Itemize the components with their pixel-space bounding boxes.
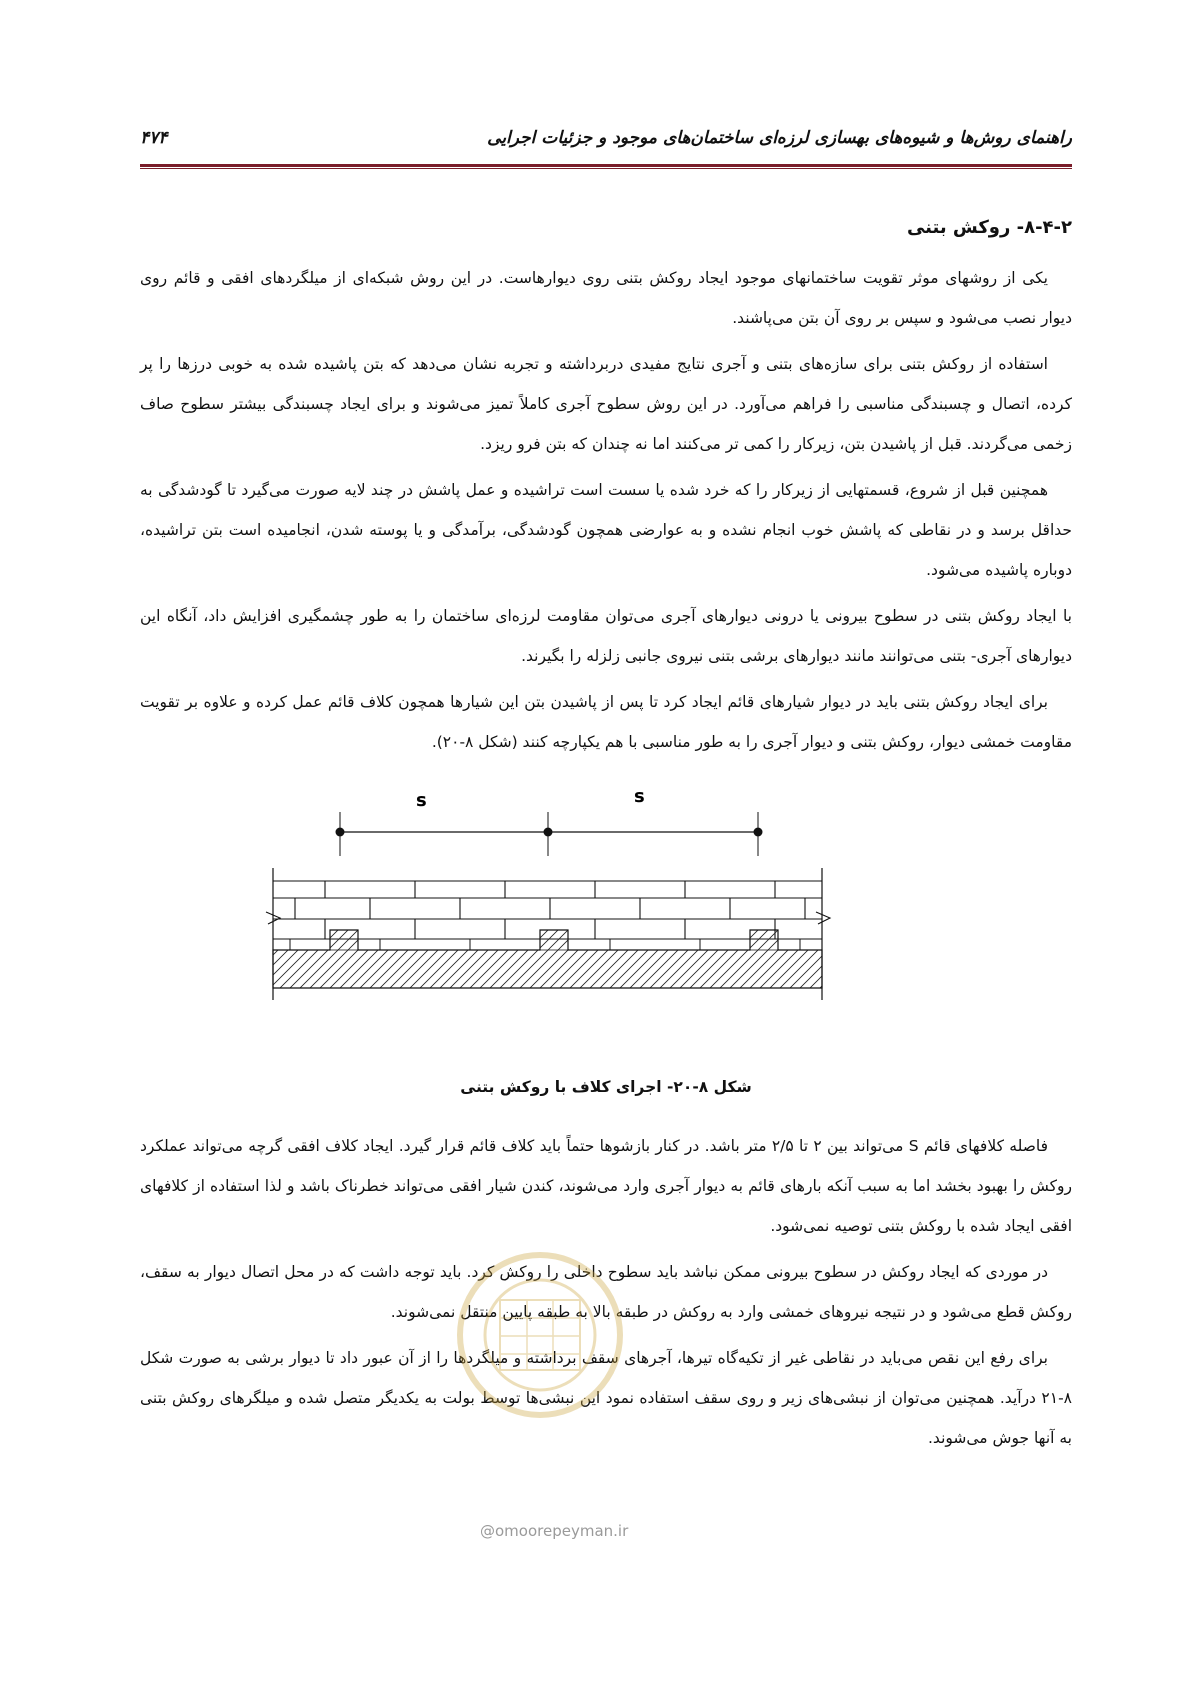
dimension-dot-1 [336, 828, 345, 837]
paragraph-3: همچنین قبل از شروع، قسمتهایی از زیرکار را که خرد شده یا سست است تراشیده و عمل پاشش در چند لایه صورت می‌گیرد تا گودشدگی به حداقل برسد و در نقاطی که پاشش خوب انجام نشده و به عوارضی همچون گودشدگی، برآمدگی و یا پوسته شدن، انجامیده است بتن تراشیده، دوباره پاشیده می‌شود. [140, 481, 1072, 579]
paragraph-2: استفاده از روکش بتنی برای سازه‌های بتنی و آجری نتایج مفیدی دربرداشته و تجربه نشان می‌دهد که بتن پاشیده شده به خوبی درزها را پر کرده، اتصال و چسبندگی مناسبی را فراهم می‌آورد. در این روش سطوح آجری کاملاً تمیز می‌شوند و برای ایجاد چسبندگی بیشتر سطوح صاف زخمی می‌گردند. قبل از پاشیدن بتن، زیرکار را کمی تر می‌کنند اما نه چندان که بتن فرو ریزد. [140, 355, 1072, 453]
watermark-url: @omoorepeyman.ir [480, 1522, 629, 1540]
figure-wall-section [140, 768, 1072, 1068]
spacing-label-2: s [634, 786, 645, 807]
figure-caption: شکل ۸-۲۰- اجرای کلاف با روکش بتنی [460, 1078, 752, 1096]
paragraph-5: برای ایجاد روکش بتنی باید در دیوار شیارهای قائم ایجاد کرد تا پس از پاشیدن بتن این شیارها همچون کلاف قائم عمل کرده و علاوه بر تقویت مقاومت خمشی دیوار، روکش بتنی و دیوار آجری را به طور مناسبی با هم یکپارچه کنند (شکل ۸-۲۰). [140, 693, 1072, 751]
break-symbol-right [816, 912, 830, 924]
header-title: راهنمای روش‌ها و شیوه‌های بهسازی لرزه‌ای ساختمان‌های موجود و جزئیات اجرایی [487, 128, 1072, 148]
watermark-logo [430, 1240, 650, 1490]
paragraph-1: یکی از روشهای موثر تقویت ساختمانهای موجود ایجاد روکش بتنی روی دیوارهاست. در این روش شبکه‌ای از میلگردهای افقی و قائم روی دیوار نصب می‌شود و سپس بر روی آن بتن می‌پاشند. [140, 269, 1072, 327]
spacing-label-1: s [416, 790, 427, 811]
paragraph-8: برای رفع این نقص می‌باید در نقاطی غیر از تکیه‌گاه تیرها، آجرهای سقف برداشته و میلگردها را از آن عبور داد تا دیوار برشی به صورت شکل ۸-۲۱ درآید. همچنین می‌توان از نبشی‌های زیر و روی سقف استفاده نمود این نبشی‌ها توسط بولت به یکدیگر متصل شده و میلگرهای روکش بتنی به آنها جوش می‌شوند. [140, 1349, 1072, 1447]
header-rule-thin [140, 168, 1072, 169]
paragraph-7: در موردی که ایجاد روکش در سطوح بیرونی ممکن نباشد باید سطوح داخلی را روکش کرد. باید توجه داشت که در محل اتصال دیوار به سقف، روکش قطع می‌شود و در نتیجه نیروهای خمشی وارد به روکش در طبقه بالا به طبقه پایین منتقل نمی‌شوند. [140, 1263, 1072, 1321]
header-rule [140, 164, 1072, 167]
dimension-dot-2 [544, 828, 553, 837]
paragraph-4: با ایجاد روکش بتنی در سطوح بیرونی یا درونی دیوارهای آجری می‌توان مقاومت لرزه‌ای ساختمان را به طور چشمگیری افزایش داد، آنگاه این دیوارهای آجری- بتنی می‌توانند مانند دیوارهای برشی بتنی نیروی جانبی زلزله را بگیرند. [140, 607, 1072, 665]
page-number: ۴۷۴ [140, 128, 168, 148]
wall-section-drawing [140, 768, 1072, 1068]
section-heading: ۸-۴-۲- روکش بتنی [906, 217, 1072, 238]
page-header [140, 128, 1072, 158]
paragraph-6: فاصله کلافهای قائم S می‌تواند بین ۲ تا ۲/۵ متر باشد. در کنار بازشوها حتماً باید کلاف قائم قرار گیرد. ایجاد کلاف افقی گرچه می‌تواند عملکرد روکش را بهبود بخشد اما به سبب آنکه بارهای قائم به دیوار آجری وارد می‌شوند، کندن شیار افقی می‌تواند خطرناک باشد و لذا استفاده از کلافهای افقی ایجاد شده با روکش بتنی توصیه نمی‌شود. [140, 1137, 1072, 1235]
dimension-dot-3 [754, 828, 763, 837]
